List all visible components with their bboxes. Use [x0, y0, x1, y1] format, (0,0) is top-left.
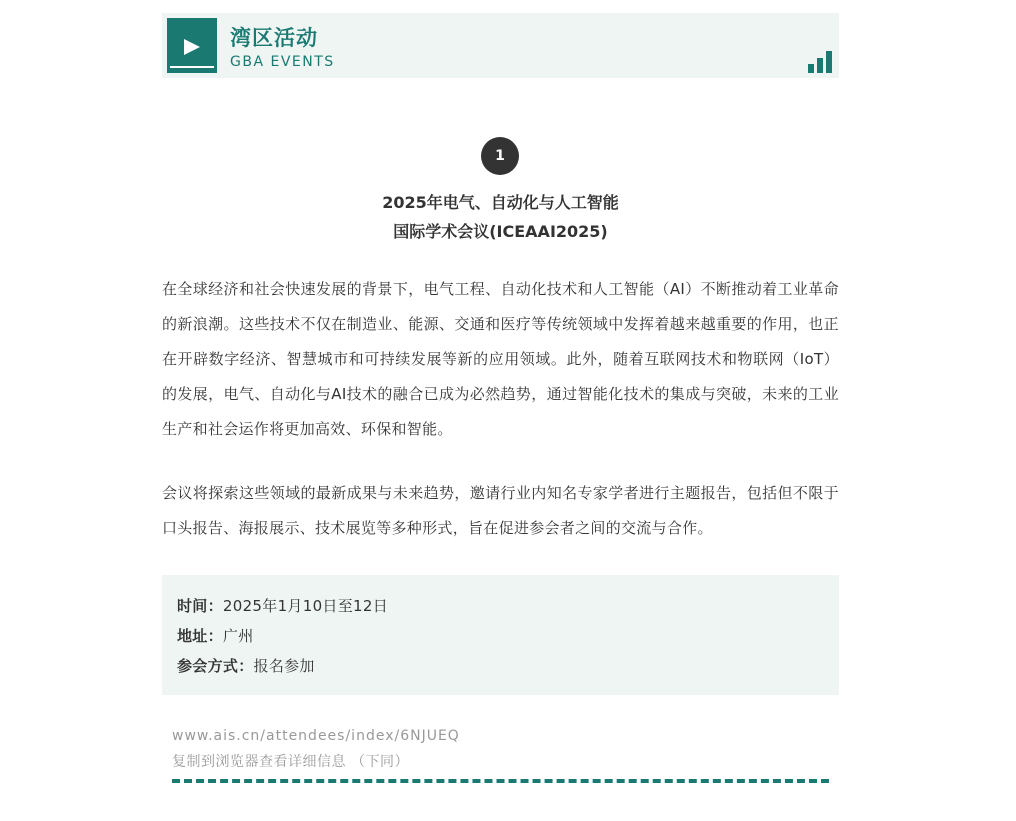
- info-method-label: 参会方式：: [177, 657, 254, 675]
- bar-tall: [826, 51, 832, 73]
- info-time: [177, 595, 388, 616]
- section-header: [162, 13, 839, 78]
- event-title-line2: 国际学术会议(ICEAAI2025): [393, 222, 608, 241]
- info-method-value: 报名参加: [253, 657, 315, 675]
- event-number-badge: 1: [481, 137, 519, 175]
- signal-bars-icon: [808, 51, 834, 73]
- info-time-value: 2025年1月10日至12日: [222, 597, 388, 615]
- event-link[interactable]: www.ais.cn/attendees/index/6NJUEQ: [172, 728, 460, 744]
- info-time-label: 时间：: [177, 597, 223, 615]
- bar-medium: [817, 58, 823, 73]
- play-icon: [167, 18, 217, 73]
- event-info-box: [162, 575, 839, 695]
- info-place: [177, 625, 254, 646]
- play-underline: [170, 66, 214, 68]
- section-title: 湾区活动: [230, 26, 318, 50]
- copy-hint: 复制到浏览器查看详细信息 （下同）: [172, 754, 409, 770]
- info-place-label: 地址：: [177, 627, 223, 645]
- event-title-line1: 2025年电气、自动化与人工智能: [382, 193, 619, 212]
- section-subtitle: GBA EVENTS: [230, 54, 335, 70]
- dashed-divider: [172, 779, 829, 783]
- play-triangle: [184, 39, 200, 55]
- info-place-value: 广州: [222, 627, 254, 645]
- event-agenda: 会议将探索这些领域的最新成果与未来趋势，邀请行业内知名专家学者进行主题报告，包括但不限于口头报告、海报展示、技术展览等多种形式，旨在促进参会者之间的交流与合作。: [162, 484, 839, 537]
- bar-short: [808, 64, 814, 73]
- info-method: [177, 655, 315, 676]
- event-description: 在全球经济和社会快速发展的背景下，电气工程、自动化技术和人工智能（AI）不断推动着工业革命的新浪潮。这些技术不仅在制造业、能源、交通和医疗等传统领域中发挥着越来越重要的作用，也正在开辟数字经济、智慧城市和可持续发展等新的应用领域。此外，随着互联网技术和物联网（IoT）的发展，电气、自动化与AI技术的融合已成为必然趋势，通过智能化技术的集成与突破，未来的工业生产和社会运作将更加高效、环保和智能。: [162, 280, 839, 438]
